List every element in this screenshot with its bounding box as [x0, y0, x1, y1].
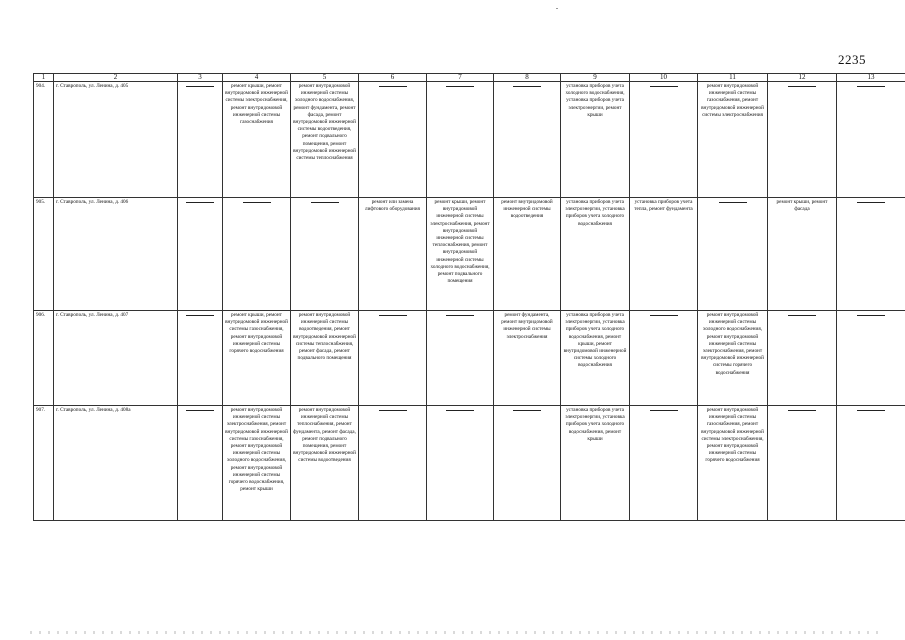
- col-header-8: 8: [494, 74, 561, 82]
- work-cell: ремонт внутридомовой инженерной системы холодного водоснабжения, ремонт фундамента, ремонт фасада, ремонт внутридомовой инженерной системы водоотведения, ремонт подвального помещения, ремонт внутридомовой инженерной системы теплоснабжения: [291, 82, 359, 198]
- work-cell: ремонт крыши, ремонт фасада: [768, 198, 837, 311]
- empty-cell: [698, 198, 768, 311]
- dash-mark: [857, 315, 885, 316]
- dash-mark: [650, 410, 678, 411]
- address-cell: г. Ставрополь, ул. Ленина, д. 408а: [54, 406, 178, 521]
- dash-mark: [857, 86, 885, 87]
- empty-cell: [494, 82, 561, 198]
- dash-mark: [788, 86, 816, 87]
- table-row: [34, 198, 905, 311]
- dash-mark: [186, 410, 214, 411]
- work-cell: ремонт внутридомовой инженерной системы электроснабжения, ремонт внутридомовой инженерной системы газоснабжения, ремонт внутридомовой инженерной системы холодного водоснабжения, ремонт внутридомовой инженерной системы горячего водоснабжения, ремонт крыши: [223, 406, 291, 521]
- row-number: 907.: [34, 406, 54, 521]
- dash-mark: [513, 410, 541, 411]
- dash-mark: [446, 410, 474, 411]
- col-header-4: 4: [223, 74, 291, 82]
- col-header-1: 1: [34, 74, 54, 82]
- dash-mark: [186, 202, 214, 203]
- address-cell: г. Ставрополь, ул. Ленина, д. 407: [54, 311, 178, 406]
- address-cell: г. Ставрополь, ул. Ленина, д. 406: [54, 198, 178, 311]
- col-header-9: 9: [561, 74, 630, 82]
- empty-cell: [837, 311, 905, 406]
- dash-mark: [379, 86, 407, 87]
- col-header-6: 6: [359, 74, 427, 82]
- empty-cell: [768, 406, 837, 521]
- work-cell: установка приборов учета тепла, ремонт фундамента: [630, 198, 698, 311]
- table-row: [34, 311, 905, 406]
- table-row: [34, 82, 905, 198]
- row-number: 905.: [34, 198, 54, 311]
- work-cell: ремонт внутридомовой инженерной системы холодного водоснабжения, ремонт внутридомовой инженерной системы электроснабжения, ремонт внутридомовой инженерной системы горячего водоснабжения: [698, 311, 768, 406]
- scan-speck: [556, 8, 558, 9]
- work-cell: ремонт внутридомовой инженерной системы водоотведения: [494, 198, 561, 311]
- work-cell: ремонт или замена лифтового оборудования: [359, 198, 427, 311]
- work-cell: ремонт внутридомовой инженерной системы водоотведения, ремонт внутридомовой инженерной системы теплоснабжения, ремонт фасада, ремонт подвального помещения: [291, 311, 359, 406]
- empty-cell: [768, 311, 837, 406]
- work-cell: ремонт крыши, ремонт внутридомовой инженерной системы электроснабжения, ремонт внутридомовой инженерной системы газоснабжения: [223, 82, 291, 198]
- empty-cell: [359, 406, 427, 521]
- col-header-13: 13: [837, 74, 905, 82]
- col-header-7: 7: [427, 74, 494, 82]
- empty-cell: [630, 82, 698, 198]
- scan-artifact-line: [30, 631, 880, 634]
- dash-mark: [650, 86, 678, 87]
- empty-cell: [427, 406, 494, 521]
- col-header-11: 11: [698, 74, 768, 82]
- dash-mark: [186, 86, 214, 87]
- table-row: [34, 406, 905, 521]
- empty-cell: [178, 311, 223, 406]
- work-cell: установка приборов учета электроэнергии, установка приборов учета холодного водоснабжения: [561, 198, 630, 311]
- empty-cell: [223, 198, 291, 311]
- dash-mark: [446, 315, 474, 316]
- dash-mark: [788, 315, 816, 316]
- dash-mark: [513, 86, 541, 87]
- work-cell: ремонт внутридомовой инженерной системы теплоснабжения, ремонт фундамента, ремонт фасада, ремонт подвального помещения, ремонт внутридомовой инженерной системы водоотведения: [291, 406, 359, 521]
- col-header-3: 3: [178, 74, 223, 82]
- dash-mark: [186, 315, 214, 316]
- work-cell: ремонт крыши, ремонт внутридомовой инженерной системы газоснабжения, ремонт внутридомовой инженерной системы горячего водоснабжения: [223, 311, 291, 406]
- dash-mark: [857, 202, 885, 203]
- row-number: 906.: [34, 311, 54, 406]
- dash-mark: [311, 202, 339, 203]
- dash-mark: [719, 202, 747, 203]
- col-header-12: 12: [768, 74, 837, 82]
- work-cell: установка приборов учета электроэнергии, установка приборов учета холодного водоснабжения, ремонт крыши: [561, 406, 630, 521]
- repair-schedule-table: [33, 73, 905, 521]
- empty-cell: [837, 406, 905, 521]
- work-cell: ремонт внутридомовой инженерной системы газоснабжения, ремонт внутридомовой инженерной системы электроснабжения: [698, 82, 768, 198]
- work-cell: установка приборов учета холодного водоснабжения, установка приборов учета электроэнергии, ремонт крыши: [561, 82, 630, 198]
- col-header-10: 10: [630, 74, 698, 82]
- work-cell: ремонт внутридомовой инженерной системы газоснабжения, ремонт внутридомовой инженерной системы электроснабжения, ремонт внутридомовой инженерной системы горячего водоснабжения: [698, 406, 768, 521]
- dash-mark: [446, 86, 474, 87]
- work-cell: ремонт крыши, ремонт внутридомовой инженерной системы электроснабжения, ремонт внутридомовой инженерной системы теплоснабжения, ремонт внутридомовой инженерной системы холодного водоснабжения, ремонт подвального помещения: [427, 198, 494, 311]
- empty-cell: [837, 82, 905, 198]
- dash-mark: [243, 202, 271, 203]
- dash-mark: [650, 315, 678, 316]
- work-cell: установка приборов учета электроэнергии, установка приборов учета холодного водоснабжения, ремонт крыши, ремонт внутридомовой инженерной системы холодного водоснабжения: [561, 311, 630, 406]
- col-header-2: 2: [54, 74, 178, 82]
- header-row: [34, 74, 905, 82]
- empty-cell: [359, 82, 427, 198]
- empty-cell: [291, 198, 359, 311]
- dash-mark: [788, 410, 816, 411]
- empty-cell: [178, 198, 223, 311]
- col-header-5: 5: [291, 74, 359, 82]
- empty-cell: [427, 82, 494, 198]
- address-cell: г. Ставрополь, ул. Ленина, д. 405: [54, 82, 178, 198]
- row-number: 904.: [34, 82, 54, 198]
- dash-mark: [379, 410, 407, 411]
- empty-cell: [630, 406, 698, 521]
- work-cell: ремонт фундамента, ремонт внутридомовой инженерной системы электроснабжения: [494, 311, 561, 406]
- page-number: 2235: [838, 52, 866, 67]
- empty-cell: [178, 406, 223, 521]
- dash-mark: [857, 410, 885, 411]
- empty-cell: [427, 311, 494, 406]
- empty-cell: [837, 198, 905, 311]
- empty-cell: [494, 406, 561, 521]
- dash-mark: [379, 315, 407, 316]
- empty-cell: [359, 311, 427, 406]
- empty-cell: [768, 82, 837, 198]
- empty-cell: [178, 82, 223, 198]
- empty-cell: [630, 311, 698, 406]
